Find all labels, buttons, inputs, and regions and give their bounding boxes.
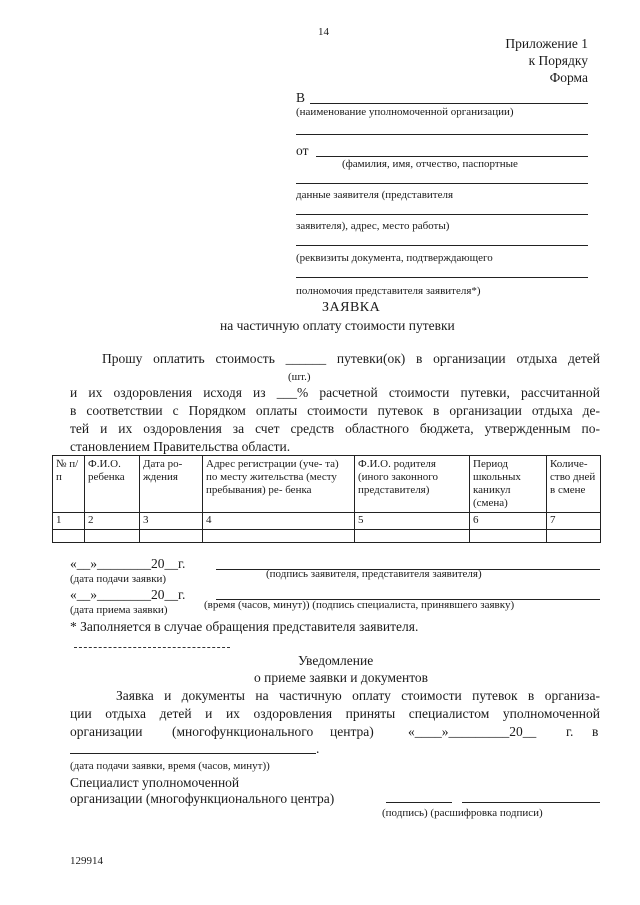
footer-code: 129914 [70,855,103,867]
to-line [310,103,588,104]
request-line-4: тей и их оздоровления за счет средств областного бюджета, утвержденным по- [70,421,600,436]
notice-line-3-c: центра) [330,724,374,739]
number-cell: 5 [355,513,470,530]
separator [74,647,230,648]
to-prefix: В [296,90,306,105]
children-table [52,455,601,543]
number-cell: 7 [547,513,601,530]
table-empty-row [53,530,601,543]
from-hint-3: заявителя), адрес, место работы) [296,220,450,232]
from-hint-2: данные заявителя (представителя [296,189,454,201]
footnote: * Заполняется в случае обращения представителя заявителя. [70,619,419,634]
specialist-label-1: Специалист уполномоченной [70,775,240,790]
notice-line-1: Заявка и документы на частичную оплату стоимости путевок в организа- [116,688,600,703]
from-line-2 [296,183,588,184]
notice-in: в [592,724,599,739]
specialist-signature-hint: (время (часов, минут)) (подпись специалиста, принявшего заявку) [204,599,515,611]
specialist-signature-field [386,802,452,803]
number-cell: 4 [203,513,355,530]
specialist-label-2: организации (многофункционального центра) [70,791,335,806]
notice-line-3-b: (многофункционального [172,724,314,739]
header-cell: Период школьных каникул (смена) [470,456,547,513]
applicant-signature-hint: (подпись заявителя, представителя заявителя) [266,568,482,580]
request-line-3: в соответствии с Порядком оплаты стоимости путевок в организации отдыха де- [70,403,600,418]
empty-cell [355,530,470,543]
empty-cell [140,530,203,543]
specialist-signature-hint-2: (подпись) (расшифровка подписи) [382,807,543,819]
form-label: Форма [549,70,588,85]
specialist-name-field [462,802,600,803]
acceptance-date-hint: (дата приема заявки) [70,604,168,616]
notice-title: Уведомление [298,653,374,668]
acceptance-date: «__»________20__г. [70,587,186,602]
request-line-2: и их оздоровления исходя из ___% расчетной стоимости путевки, рассчитанной [70,385,600,400]
document-title: ЗАЯВКА [322,300,381,315]
notice-line-4-end: . [316,741,320,756]
header-cell: Количе- ство дней в смене [547,456,601,513]
header-cell: Адрес регистрации (уче- та) по месту жительства (месту пребывания) ре- бенка [203,456,355,513]
notice-line-2: ции отдыха детей и их оздоровления приняты специалистом уполномоченной [70,706,600,721]
request-line-1: Прошу оплатить стоимость ______ путевки(ок) в организации отдыха детей [102,351,600,366]
from-hint-4: (реквизиты документа, подтверждающего [296,252,493,264]
header-cell: Ф.И.О. родителя (иного законного представителя) [355,456,470,513]
notice-datetime-hint: (дата подачи заявки, время (часов, минут)) [70,760,270,772]
notice-date-field: «____»_________20__ [408,724,537,739]
document-subtitle: на частичную оплату стоимости путевки [220,318,455,333]
table-header-row [53,456,601,513]
notice-line-3-a: организации [70,724,143,739]
empty-cell [203,530,355,543]
number-cell: 6 [470,513,547,530]
from-hint-1: (фамилия, имя, отчество, паспортные [342,158,518,170]
to-hint: (наименование уполномоченной организации) [296,106,514,118]
number-cell: 1 [53,513,85,530]
submission-date-hint: (дата подачи заявки) [70,573,167,585]
page-number: 14 [318,26,329,38]
header-cell: № п/п [53,456,85,513]
to-line-2 [296,134,588,135]
notice-subtitle: о приеме заявки и документов [254,670,429,685]
empty-cell [547,530,601,543]
from-hint-5: полномочия представителя заявителя*) [296,285,481,297]
from-prefix: от [296,143,309,158]
appendix-label: Приложение 1 [505,36,588,51]
order-reference: к Порядку [528,53,588,68]
from-line-3 [296,214,588,215]
notice-datetime-line [70,753,316,754]
empty-cell [85,530,140,543]
header-cell: Дата ро- ждения [140,456,203,513]
number-cell: 3 [140,513,203,530]
header-cell: Ф.И.О. ребенка [85,456,140,513]
notice-year-suffix: г. [566,724,574,739]
table-number-row [53,513,601,530]
number-cell: 2 [85,513,140,530]
empty-cell [53,530,85,543]
submission-date: «__»________20__г. [70,556,186,571]
from-line [316,156,588,157]
quantity-hint: (шт.) [288,371,311,383]
from-line-5 [296,277,588,278]
empty-cell [470,530,547,543]
from-line-4 [296,245,588,246]
request-line-5: становлением Правительства области. [70,439,291,454]
